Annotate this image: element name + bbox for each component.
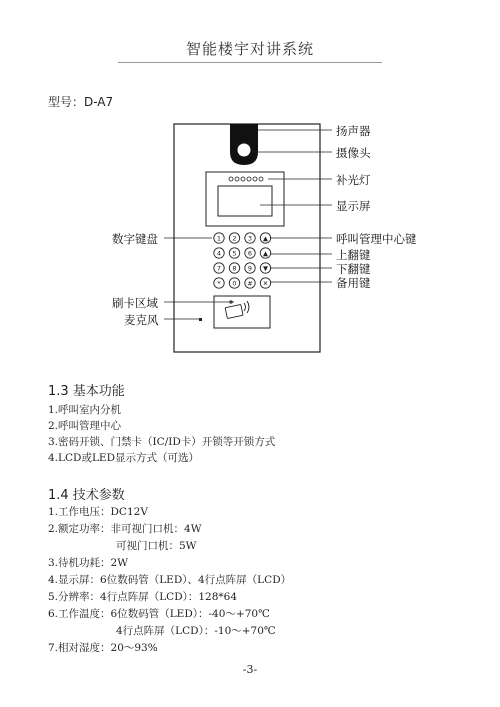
- label-card-area: 刷卡区域: [112, 296, 158, 310]
- keypad-key-label: 6: [247, 249, 253, 258]
- label-page-up-key: 上翻键: [336, 248, 371, 262]
- fill-light-leds: [229, 177, 263, 181]
- keypad-key: [245, 263, 255, 273]
- keypad-key-label: 0: [232, 279, 237, 288]
- keypad-key-label: 3: [247, 234, 253, 243]
- keypad-key-label: 1: [216, 234, 222, 243]
- list-item: 7.相对湿度：20～93%: [48, 642, 158, 654]
- microphone-hole: [199, 318, 202, 321]
- keypad-key: [245, 248, 255, 258]
- keypad-key-label: 4: [216, 249, 222, 258]
- list-item: 3.待机功耗：2W: [48, 557, 128, 569]
- label-camera: 摄像头: [336, 146, 371, 160]
- label-display: 显示屏: [336, 199, 371, 213]
- keypad-key: [260, 278, 270, 288]
- keypad-key-label: 2: [232, 234, 237, 243]
- keypad-key: [229, 248, 239, 258]
- list-item: 4.LCD或LED显示方式（可选）: [48, 452, 199, 464]
- keypad-key: [214, 278, 224, 288]
- label-page-down-key: 下翻键: [336, 262, 371, 276]
- keypad-key-label: #: [247, 279, 253, 288]
- list-item: 1.呼叫室内分机: [48, 404, 122, 416]
- section-title-tech-params: 1.4 技术参数: [48, 488, 125, 503]
- keypad-key-label: ✕: [262, 279, 269, 288]
- list-item: 4行点阵屏（LCD）：-10～+70℃: [116, 625, 276, 637]
- keypad-key: [245, 278, 255, 288]
- keypad-key: [260, 233, 270, 243]
- keypad-key-label: ▲: [263, 249, 268, 258]
- keypad-key-label: 5: [232, 249, 237, 258]
- label-keypad: 数字键盘: [112, 232, 158, 246]
- keypad-key: [260, 248, 270, 258]
- keypad-key: [229, 278, 239, 288]
- list-item: 5.分辨率：4行点阵屏（LCD）：128*64: [48, 591, 238, 603]
- keypad-key-label: *: [217, 279, 221, 288]
- camera-lens: [238, 144, 250, 156]
- keypad-key-label: 9: [247, 264, 253, 273]
- numeric-keypad: [214, 233, 271, 288]
- keypad-key: [229, 263, 239, 273]
- list-item: 6.工作温度：6位数码管（LED）：-40～+70℃: [48, 608, 270, 620]
- list-item: 2.呼叫管理中心: [48, 420, 122, 432]
- keypad-key: [214, 233, 224, 243]
- list-item: 可视门口机：5W: [116, 540, 197, 552]
- list-item: 1.工作电压：DC12V: [48, 506, 148, 518]
- keypad-key: [214, 263, 224, 273]
- section-title-basic-functions: 1.3 基本功能: [48, 384, 125, 399]
- keypad-key: [214, 248, 224, 258]
- model-number: 型号：D-A7: [48, 95, 114, 109]
- keypad-key-label: 7: [216, 264, 222, 273]
- list-item: 4.显示屏：6位数码管（LED）、4行点阵屏（LCD）: [48, 574, 292, 586]
- keypad-key: [229, 233, 239, 243]
- keypad-key-label: ▲: [263, 234, 268, 243]
- card-swipe-icon: [225, 301, 249, 319]
- label-call-center-key: 呼叫管理中心键: [336, 232, 417, 246]
- keypad-key-label: ▼: [263, 264, 268, 273]
- page-header-title: 智能楼宇对讲系统: [185, 40, 314, 58]
- label-speaker: 扬声器: [336, 124, 371, 138]
- list-item: 3.密码开锁、门禁卡（IC/ID卡）开锁等开锁方式: [48, 436, 276, 448]
- keypad-key-label: 8: [232, 264, 237, 273]
- label-spare-key: 备用键: [336, 276, 371, 290]
- list-item: 2.额定功率：非可视门口机：4W: [48, 523, 202, 535]
- label-microphone: 麦克风: [124, 313, 159, 327]
- keypad-key: [245, 233, 255, 243]
- page-number: -3-: [242, 663, 258, 676]
- label-fill-light: 补光灯: [336, 173, 371, 187]
- keypad-key: [260, 263, 270, 273]
- display-screen: [218, 186, 272, 216]
